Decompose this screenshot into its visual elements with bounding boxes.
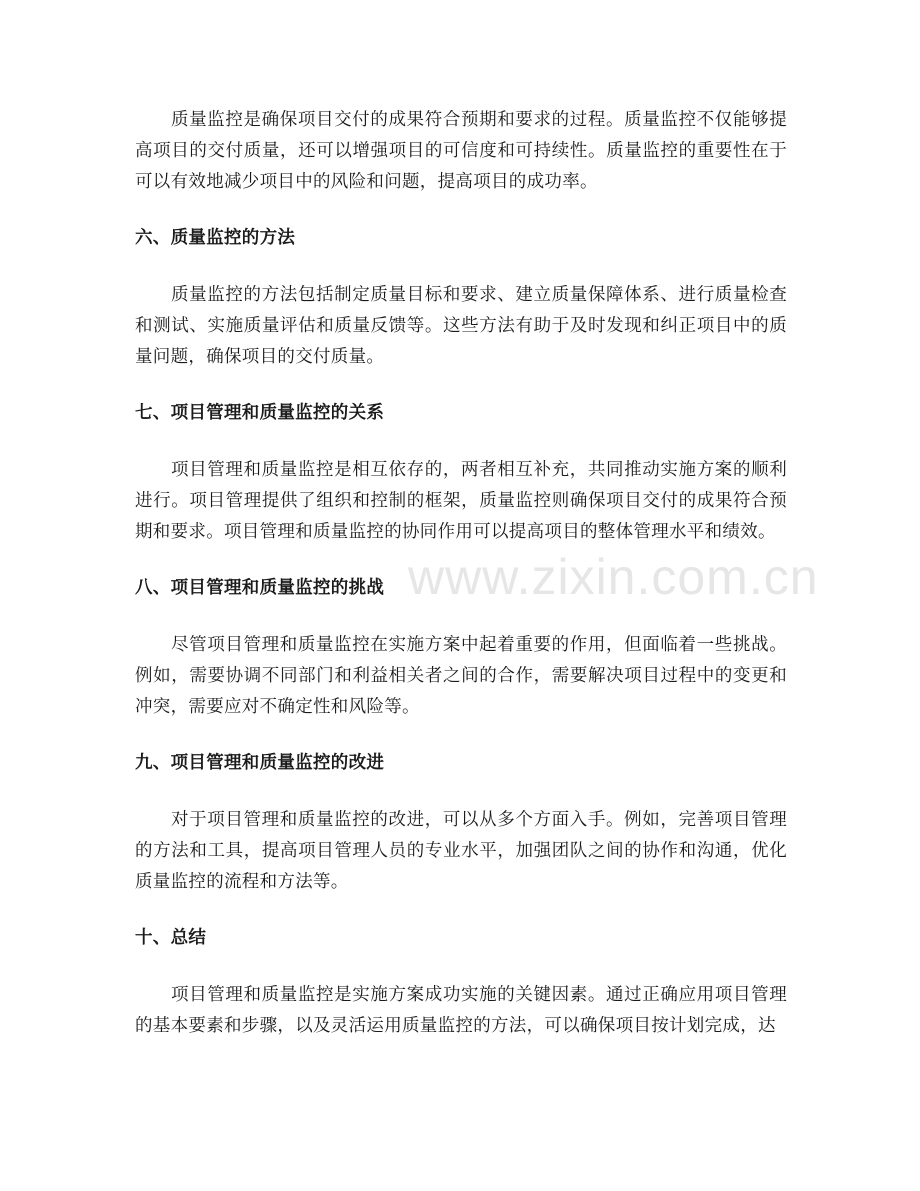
section-heading-8: 八、项目管理和质量监控的挑战 — [135, 578, 385, 598]
paragraph-intro: 质量监控是确保项目交付的成果符合预期和要求的过程。质量监控不仅能够提高项目的交付质量，还可以增强项目的可信度和可持续性。质量监控的重要性在于可以有效地减少项目中的风险和问题，提高项目的成功率。 — [135, 110, 787, 192]
paragraph-section-8: 尽管项目管理和质量监控在实施方案中起着重要的作用，但面临着一些挑战。例如，需要协调不同部门和利益相关者之间的合作，需要解决项目过程中的变更和冲突，需要应对不确定性和风险等。 — [135, 635, 787, 717]
paragraph-section-9: 对于项目管理和质量监控的改进，可以从多个方面入手。例如，完善项目管理的方法和工具，提高项目管理人员的专业水平，加强团队之间的协作和沟通，优化质量监控的流程和方法等。 — [135, 810, 787, 892]
section-heading-10: 十、总结 — [135, 928, 207, 948]
section-heading-6: 六、质量监控的方法 — [135, 228, 296, 248]
watermark-text: www.zixin.com.cn — [408, 549, 819, 605]
paragraph-section-6: 质量监控的方法包括制定质量目标和要求、建立质量保障体系、进行质量检查和测试、实施质量评估和质量反馈等。这些方法有助于及时发现和纠正项目中的质量问题，确保项目的交付质量。 — [135, 285, 787, 367]
section-heading-9: 九、项目管理和质量监控的改进 — [135, 753, 385, 773]
paragraph-section-7: 项目管理和质量监控是相互依存的，两者相互补充，共同推动实施方案的顺利进行。项目管理提供了组织和控制的框架，质量监控则确保项目交付的成果符合预期和要求。项目管理和质量监控的协同作用可以提高项目的整体管理水平和绩效。 — [135, 460, 787, 542]
paragraph-section-10: 项目管理和质量监控是实施方案成功实施的关键因素。通过正确应用项目管理的基本要素和步骤，以及灵活运用质量监控的方法，可以确保项目按计划完成，达 — [135, 985, 787, 1036]
section-heading-7: 七、项目管理和质量监控的关系 — [135, 403, 385, 423]
document-body — [135, 105, 787, 1042]
